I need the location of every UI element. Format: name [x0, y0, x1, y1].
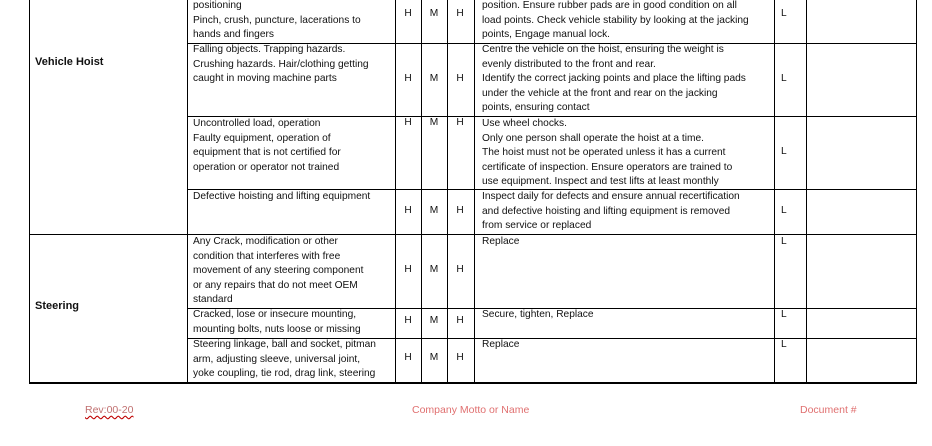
residual-risk-cell: L	[781, 146, 787, 157]
residual-risk-cell: L	[781, 236, 787, 247]
risk-cell: H	[456, 352, 464, 363]
footer-document-number: Document #	[800, 404, 857, 416]
risk-cell: H	[456, 264, 464, 275]
table-bottom-border	[29, 382, 917, 384]
consequence-cell: M	[429, 315, 439, 326]
category-divider	[29, 234, 917, 235]
likelihood-cell: H	[404, 117, 412, 128]
residual-risk-cell: L	[781, 339, 787, 350]
column-divider	[187, 0, 188, 383]
controls-cell: Use wheel chocks. Only one person shall operate the hoist at a time. The hoist must not be operated unless it has a current certificate of inspection. Ensure operators are trained to use equipment. Inspect and test lifts at least monthly	[482, 118, 733, 188]
likelihood-cell: H	[404, 315, 412, 326]
consequence-cell: M	[429, 117, 439, 128]
consequence-cell: M	[429, 205, 439, 216]
controls-cell: Secure, tighten, Replace	[482, 309, 594, 320]
hazard-cell: Uncontrolled load, operation Faulty equipment, operation of equipment that is not certified for operation or operator not trained	[193, 118, 341, 173]
column-divider	[806, 0, 807, 383]
likelihood-cell: H	[404, 264, 412, 275]
category-vehicle-hoist: Vehicle Hoist	[35, 56, 104, 68]
residual-risk-cell: L	[781, 73, 787, 84]
consequence-cell: M	[429, 73, 439, 84]
hazard-cell: Defective hoisting and lifting equipment	[193, 191, 371, 202]
controls-cell: Replace	[482, 236, 520, 247]
likelihood-cell: H	[404, 205, 412, 216]
controls-cell: Centre the vehicle on the hoist, ensuring the weight is evenly distributed to the front and rear. Identify the correct jacking points and place the lifting pads under the vehicle at the front and rear on the jacking points, ensuring contact	[482, 44, 746, 114]
likelihood-cell: H	[404, 352, 412, 363]
residual-risk-cell: L	[781, 309, 787, 320]
risk-cell: H	[456, 205, 464, 216]
consequence-cell: M	[429, 8, 439, 19]
controls-cell: Inspect daily for defects and ensure annual recertification and defective hoisting and lifting equipment is removed from service or replaced	[482, 191, 740, 232]
table-right-border	[916, 0, 917, 383]
footer-revision: Rev:00-20	[85, 404, 134, 416]
hazard-cell: Cracked, lose or insecure mounting, mounting bolts, nuts loose or missing	[193, 309, 361, 335]
hazard-cell: positioning Pinch, crush, puncture, lacerations to hands and fingers	[193, 0, 361, 41]
likelihood-cell: H	[404, 73, 412, 84]
likelihood-cell: H	[404, 8, 412, 19]
hazard-cell: Any Crack, modification or other condition that interferes with free movement of any steering component or any repairs that do not meet OEM standard	[193, 236, 364, 306]
column-divider	[474, 0, 475, 383]
risk-cell: H	[456, 315, 464, 326]
risk-cell: H	[456, 73, 464, 84]
residual-risk-cell: L	[781, 205, 787, 216]
column-divider	[774, 0, 775, 383]
footer-company-motto: Company Motto or Name	[412, 404, 530, 416]
consequence-cell: M	[429, 352, 439, 363]
category-steering: Steering	[35, 300, 80, 312]
controls-cell: Replace	[482, 339, 520, 350]
controls-cell: position. Ensure rubber pads are in good condition on all load points. Check vehicle stability by looking at the jacking points, Engage manual lock.	[482, 0, 749, 41]
hazard-cell: Steering linkage, ball and socket, pitman arm, adjusting sleeve, universal joint, yoke coupling, tie rod, drag link, steering	[193, 339, 376, 380]
risk-cell: H	[456, 8, 464, 19]
risk-cell: H	[456, 117, 464, 128]
residual-risk-cell: L	[781, 8, 787, 19]
table-left-border	[29, 0, 30, 383]
hazard-cell: Falling objects. Trapping hazards. Crushing hazards. Hair/clothing getting caught in moving machine parts	[193, 44, 369, 85]
consequence-cell: M	[429, 264, 439, 275]
